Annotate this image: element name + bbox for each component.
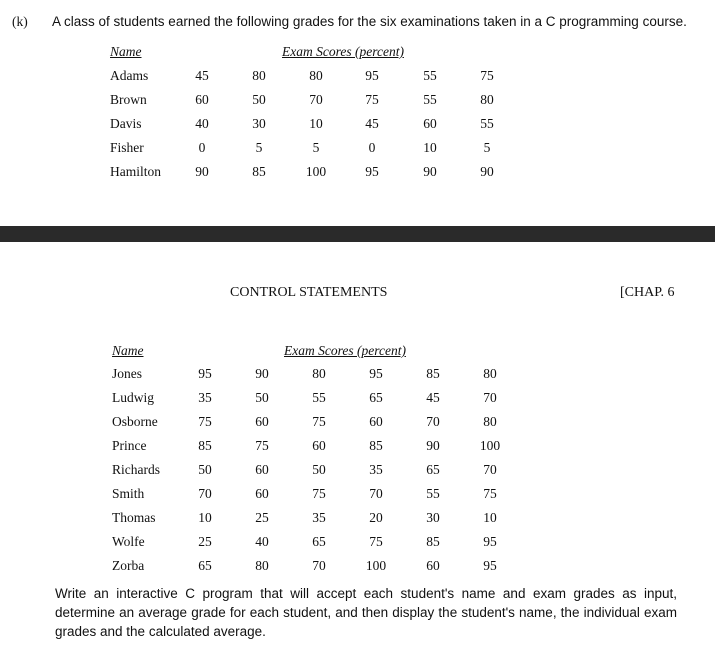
exam-score: 90 [195,164,209,179]
exam-score: 65 [312,534,326,549]
student-name: Brown [110,92,147,107]
exam-score: 40 [255,534,269,549]
exam-score: 80 [312,366,326,381]
student-name: Smith [112,486,145,501]
exam-score: 55 [480,116,494,131]
student-name: Fisher [110,140,144,155]
exam-score: 90 [255,366,269,381]
student-name: Jones [112,366,142,381]
exam-score: 60 [255,414,269,429]
exam-scores-header: Exam Scores (percent) [282,44,404,59]
exam-scores-header: Exam Scores (percent) [284,343,406,358]
exam-score: 70 [312,558,326,573]
exam-score: 95 [198,366,212,381]
name-column-header: Name [112,343,144,358]
closing-paragraph: Write an interactive C program that will accept each student's name and exam grades as input, determine an average grade for each student, and then display the student's name, the individual exam grades and the calculated average. [55,586,677,639]
student-name: Osborne [112,414,158,429]
exam-score: 75 [480,68,494,83]
exam-score: 95 [483,558,497,573]
exam-score: 60 [312,438,326,453]
exam-score: 70 [369,486,383,501]
exam-score: 5 [255,140,263,155]
page-divider [0,226,715,242]
exam-score: 65 [198,558,212,573]
exam-score: 85 [426,534,440,549]
exam-score: 90 [423,164,437,179]
exam-score: 85 [369,438,383,453]
student-name: Wolfe [112,534,145,549]
exam-score: 10 [483,510,497,525]
exam-score: 60 [195,92,209,107]
exam-score: 80 [309,68,323,83]
exam-score: 45 [195,68,209,83]
exam-score: 70 [198,486,212,501]
exam-score: 40 [195,116,209,131]
exam-score: 75 [255,438,269,453]
exam-score: 85 [426,366,440,381]
exam-score: 80 [255,558,269,573]
exam-score: 55 [312,390,326,405]
exam-score: 75 [365,92,379,107]
exam-score: 35 [369,462,383,477]
exam-score: 80 [480,92,494,107]
exam-score: 35 [198,390,212,405]
exam-score: 10 [423,140,437,155]
exam-score: 85 [252,164,266,179]
exam-score: 65 [426,462,440,477]
exam-score: 90 [480,164,494,179]
exam-score: 30 [252,116,266,131]
exam-score: 70 [483,390,497,405]
exam-score: 20 [369,510,383,525]
exam-score: 35 [312,510,326,525]
exam-score: 55 [423,92,437,107]
exam-score: 55 [423,68,437,83]
exam-score: 95 [369,366,383,381]
exam-score: 75 [198,414,212,429]
student-name: Prince [112,438,147,453]
exam-score: 70 [309,92,323,107]
exam-score: 90 [426,438,440,453]
student-name: Zorba [112,558,145,573]
student-name: Ludwig [112,390,154,405]
chapter-label: [CHAP. 6 [620,285,675,300]
exam-score: 60 [426,558,440,573]
exam-score: 75 [312,414,326,429]
exam-score: 75 [483,486,497,501]
exam-score: 50 [312,462,326,477]
exam-score: 10 [198,510,212,525]
exam-score: 55 [426,486,440,501]
exam-score: 0 [368,140,376,155]
exam-score: 50 [252,92,266,107]
student-name: Davis [110,116,142,131]
exam-score: 95 [365,68,379,83]
exam-score: 80 [252,68,266,83]
exam-score: 5 [483,140,491,155]
item-label: (k) [12,14,28,29]
exam-score: 75 [369,534,383,549]
name-column-header: Name [110,44,142,59]
student-name: Thomas [112,510,156,525]
exam-score: 75 [312,486,326,501]
exam-score: 80 [483,414,497,429]
exam-score: 95 [483,534,497,549]
exam-score: 100 [365,558,387,573]
exam-score: 60 [255,462,269,477]
exam-score: 25 [255,510,269,525]
exam-score: 100 [305,164,327,179]
exam-score: 45 [426,390,440,405]
student-name: Adams [110,68,149,83]
exam-score: 10 [309,116,323,131]
running-head-title: CONTROL STATEMENTS [230,285,388,300]
exam-score: 70 [483,462,497,477]
exam-score: 85 [198,438,212,453]
exam-score: 80 [483,366,497,381]
exam-score: 50 [255,390,269,405]
exam-score: 50 [198,462,212,477]
exam-score: 0 [198,140,206,155]
exam-score: 25 [198,534,212,549]
intro-text: A class of students earned the following grades for the six examinations taken in a C programming course. [52,14,687,29]
exam-score: 45 [365,116,379,131]
exam-score: 5 [312,140,320,155]
exam-score: 60 [423,116,437,131]
student-name: Richards [112,462,160,477]
exam-score: 60 [255,486,269,501]
exam-score: 30 [426,510,440,525]
exam-score: 70 [426,414,440,429]
student-name: Hamilton [110,164,161,179]
exam-score: 95 [365,164,379,179]
exam-score: 60 [369,414,383,429]
exam-score: 65 [369,390,383,405]
exam-score: 100 [479,438,501,453]
